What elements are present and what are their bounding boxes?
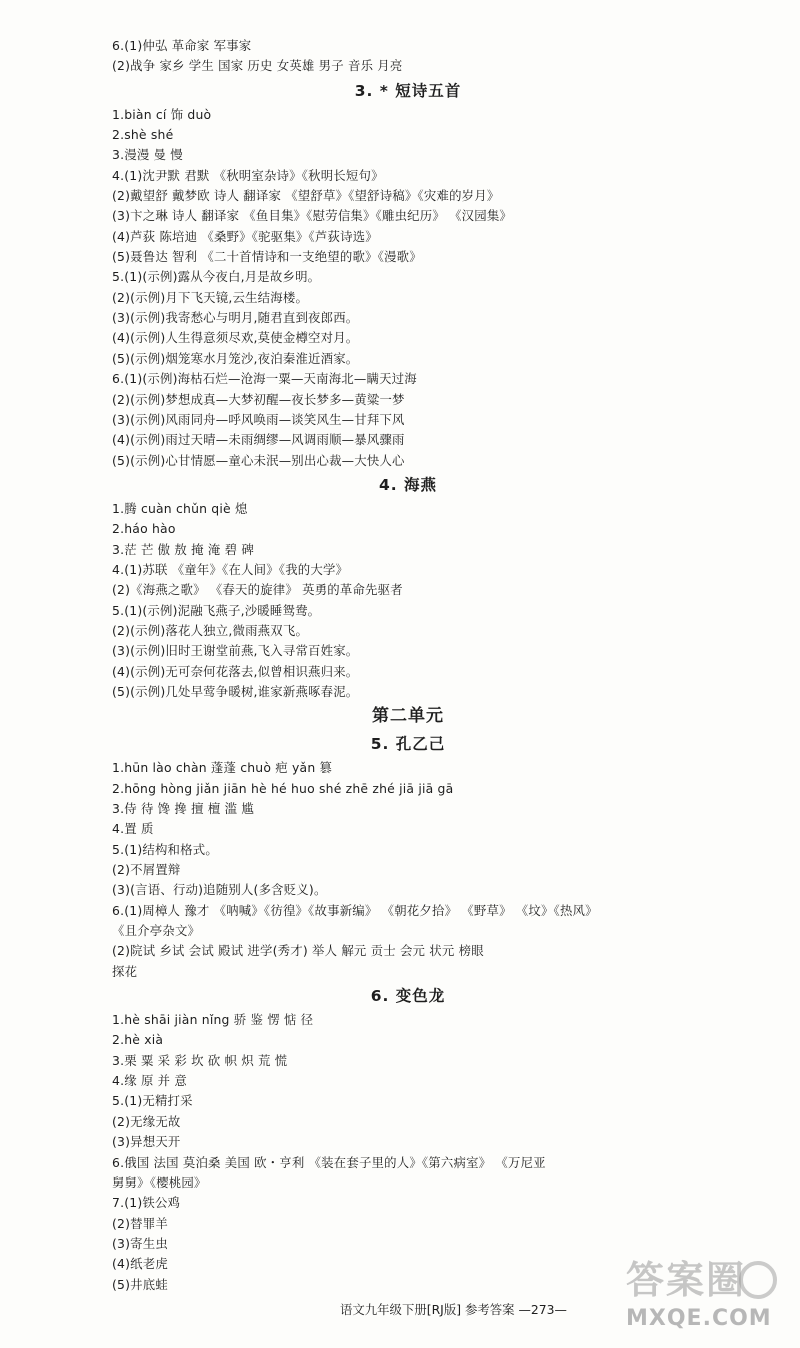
answer-line: 1.腾 cuàn chǔn qiè 熄 <box>112 500 248 516</box>
answer-line: (3)(言语、行动)追随别人(多含贬义)。 <box>112 882 327 898</box>
answer-line: 《且介亭杂文》 <box>112 923 201 939</box>
answer-line: (3)卞之琳 诗人 翻译家 《鱼目集》《慰劳信集》《雕虫纪历》 《汉园集》 <box>112 208 513 224</box>
answer-line: 2.hè xià <box>112 1032 164 1048</box>
answer-line: (4)(示例)雨过天晴—未雨绸缪—风调雨顺—暴风骤雨 <box>112 432 405 448</box>
watermark-logo: 答案圈 <box>626 1258 747 1302</box>
answer-line: (2)(示例)落花人独立,微雨燕双飞。 <box>112 622 309 638</box>
answer-line: (2)戴望舒 戴梦欧 诗人 翻译家 《望舒草》《望舒诗稿》《灾难的岁月》 <box>112 188 500 204</box>
answer-line: (4)芦荻 陈培迪 《桑野》《驼驱集》《芦荻诗选》 <box>112 228 378 244</box>
answer-line: 4.(1)沈尹默 君默 《秋明室杂诗》《秋明长短句》 <box>112 167 384 183</box>
section-heading: 3. * 短诗五首 <box>354 81 462 100</box>
answer-line: 2.hōng hòng jiǎn jiān hè hé huo shé zhē zhé jiā jiā gā <box>112 780 454 796</box>
answer-line: (5)(示例)心甘情愿—童心未泯—别出心裁—大快人心 <box>112 452 405 468</box>
answer-line: (4)纸老虎 <box>112 1256 168 1272</box>
answer-line: (2)《海燕之歌》 《春天的旋律》 英勇的革命先驱者 <box>112 582 403 598</box>
answer-line: 1.biàn cí 饰 duò <box>112 106 212 122</box>
answer-line: 2.shè shé <box>112 127 174 143</box>
answer-line: 4.缘 原 并 意 <box>112 1073 188 1089</box>
answer-line: 探花 <box>112 963 138 979</box>
answer-line: 4.置 质 <box>112 821 154 837</box>
answer-line: 6.(1)(示例)海枯石烂—沧海一粟—天南海北—瞒天过海 <box>112 371 417 387</box>
section-heading: 4. 海燕 <box>378 475 438 494</box>
answer-line: (3)(示例)我寄愁心与明月,随君直到夜郎西。 <box>112 310 359 326</box>
answer-line: 3.栗 粟 采 彩 坎 砍 帜 炽 荒 慌 <box>112 1052 288 1068</box>
answer-line: 3.侍 待 馋 搀 擅 檀 滥 尴 <box>112 801 254 816</box>
answer-line: (4)(示例)人生得意须尽欢,莫使金樽空对月。 <box>112 330 359 346</box>
unit-heading: 第二单元 <box>372 706 444 727</box>
answer-line: (2)(示例)月下飞天镜,云生结海楼。 <box>112 289 309 305</box>
section-heading: 6. 变色龙 <box>370 987 446 1006</box>
answer-line: (5)聂鲁达 智利 《二十首情诗和一支绝望的歌》《漫歌》 <box>112 249 422 265</box>
answer-line: (5)(示例)烟笼寒水月笼沙,夜泊秦淮近酒家。 <box>112 350 359 366</box>
answer-line: 舅舅》《樱桃园》 <box>112 1174 207 1190</box>
answer-line: (3)(示例)旧时王谢堂前燕,飞入寻常百姓家。 <box>112 643 359 659</box>
answer-line: 6.(1)仲弘 革命家 军事家 <box>112 38 252 53</box>
answer-line: (5)井底蛙 <box>112 1276 168 1292</box>
watermark-url: MXQE.COM <box>626 1306 772 1331</box>
answer-line: 2.háo hào <box>112 521 176 537</box>
answer-line: (2)(示例)梦想成真—大梦初醒—夜长梦多—黄粱一梦 <box>112 391 405 407</box>
answer-line: 1.hūn lào chàn 蓬蓬 chuò 疤 yǎn 篡 <box>112 760 333 776</box>
section-heading: 5. 孔乙己 <box>370 735 446 754</box>
answer-line: (2)战争 家乡 学生 国家 历史 女英雄 男子 音乐 月亮 <box>112 58 403 74</box>
answer-line: (5)(示例)几处早莺争暖树,谁家新燕啄春泥。 <box>112 683 359 699</box>
answer-line: 5.(1)(示例)泥融飞燕子,沙暖睡鸳鸯。 <box>112 602 321 618</box>
answer-line: (2)替罪羊 <box>112 1215 168 1231</box>
page-footer: 语文九年级下册[RJ版] 参考答案 —273— <box>340 1302 567 1317</box>
answer-line: (2)不屑置辩 <box>112 862 181 878</box>
answer-line: 5.(1)无精打采 <box>112 1093 193 1109</box>
answer-line: (2)院试 乡试 会试 殿试 进学(秀才) 举人 解元 贡士 会元 状元 榜眼 <box>112 943 484 959</box>
answer-content <box>112 36 632 1295</box>
answer-line: 3.漫漫 曼 慢 <box>112 147 183 163</box>
answer-line: (2)无缘无故 <box>112 1113 181 1129</box>
answer-line: (4)(示例)无可奈何花落去,似曾相识燕归来。 <box>112 663 359 679</box>
answer-line: 5.(1)(示例)露从今夜白,月是故乡明。 <box>112 269 321 285</box>
answer-line: (3)(示例)风雨同舟—呼风唤雨—谈笑风生—甘拜下风 <box>112 411 405 427</box>
answer-line: 6.(1)周樟人 豫才 《呐喊》《彷徨》《故事新编》 《朝花夕拾》 《野草》 《坟》《热风》 <box>112 902 598 918</box>
answer-line: 5.(1)结构和格式。 <box>112 841 218 857</box>
answer-line: 3.茫 芒 傲 敖 掩 淹 碧 碑 <box>112 541 254 557</box>
answer-line: 6.俄国 法国 莫泊桑 美国 欧・亨利 《装在套子里的人》《第六病室》 《万尼亚 <box>112 1154 546 1170</box>
answer-line: 1.hè shāi jiàn nǐng 骄 鉴 愣 惦 径 <box>112 1012 314 1028</box>
watermark-badge-icon <box>738 1260 778 1300</box>
answer-line: 7.(1)铁公鸡 <box>112 1195 181 1211</box>
answer-line: (3)异想天开 <box>112 1134 181 1150</box>
answer-line: 4.(1)苏联 《童年》《在人间》《我的大学》 <box>112 561 349 577</box>
answer-line: (3)寄生虫 <box>112 1235 168 1251</box>
watermark <box>626 1256 786 1342</box>
